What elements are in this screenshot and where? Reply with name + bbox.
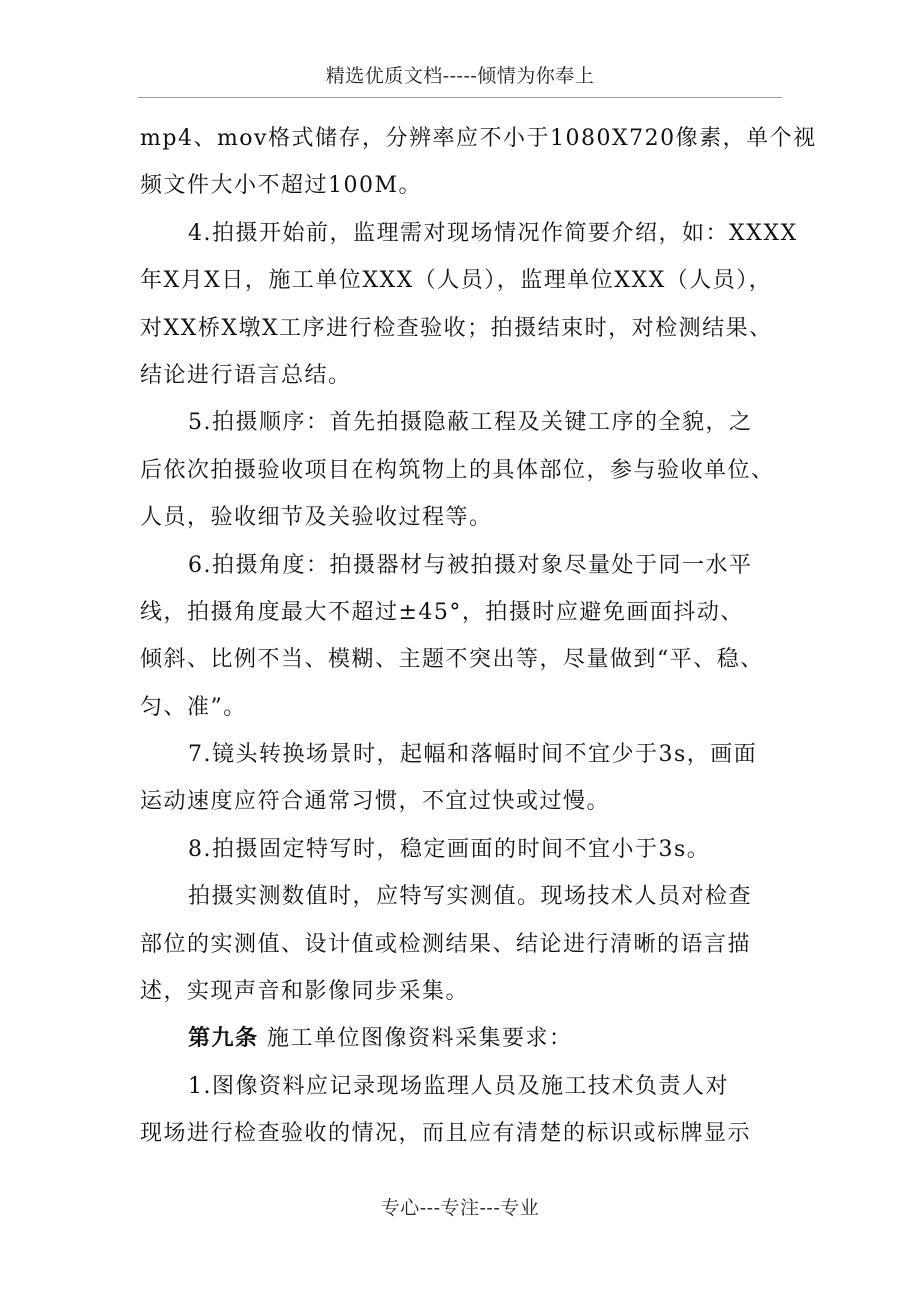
paragraph-line: 部位的实测值、设计值或检测结果、结论进行清晰的语言描 (140, 931, 752, 957)
paragraph-line: 现场进行检查验收的情况，而且应有清楚的标识或标牌显示 (140, 1121, 752, 1147)
paragraph-line: 对XX桥X墩X工序进行检查验收；拍摄结束时，对检测结果、 (140, 315, 773, 341)
paragraph-line: 运动速度应符合通常习惯，不宜过快或过慢。 (140, 789, 611, 815)
paragraph-line: 后依次拍摄验收项目在构筑物上的具体部位，参与验收单位、 (140, 457, 775, 483)
paragraph-line: 年X月X日，施工单位XXX（人员），监理单位XXX（人员）， (140, 268, 773, 294)
paragraph-line: 1.图像资料应记录现场监理人员及施工技术负责人对 (188, 1073, 729, 1099)
paragraph-line: 拍摄实测数值时，应特写实测值。现场技术人员对检查 (188, 884, 753, 910)
document-body (140, 115, 817, 1158)
paragraph-line: 结论进行语言总结。 (140, 362, 352, 388)
paragraph-line: 频文件大小不超过100M。 (140, 173, 423, 199)
article-heading: 第九条 (188, 1025, 259, 1052)
paragraph-line: 7.镜头转换场景时，起幅和落幅时间不宜少于3s，画面 (188, 742, 758, 768)
paragraph-line: 5.拍摄顺序：首先拍摄隐蔽工程及关键工序的全貌，之 (188, 410, 753, 436)
page-footer: 专心---专注---专业 (380, 1197, 540, 1219)
paragraph-line: 6.拍摄角度：拍摄器材与被拍摄对象尽量处于同一水平 (188, 552, 753, 578)
paragraph-line: 人员，验收细节及关验收过程等。 (140, 505, 493, 531)
paragraph-line: 线，拍摄角度最大不超过±45°，拍摄时应避免画面抖动、 (140, 599, 744, 625)
article-heading-line (140, 1015, 800, 1062)
paragraph-line: 匀、准”。 (140, 694, 247, 720)
paragraph-line: mp4、mov格式储存，分辨率应不小于1080X720像素，单个视 (140, 126, 817, 151)
page-header (138, 0, 782, 98)
paragraph-line: 4.拍摄开始前，监理需对现场情况作简要介绍，如：XXXX (188, 220, 798, 246)
paragraph-line: 述，实现声音和影像同步采集。 (140, 979, 470, 1005)
paragraph-line: 倾斜、比例不当、模糊、主题不突出等，尽量做到“平、稳、 (140, 647, 764, 673)
article-title: 施工单位图像资料采集要求： (267, 1026, 573, 1052)
header-title: 精选优质文档-----倾情为你奉上 (325, 65, 595, 87)
paragraph-line: 8.拍摄固定特写时，稳定画面的时间不宜小于3s。 (188, 836, 711, 862)
